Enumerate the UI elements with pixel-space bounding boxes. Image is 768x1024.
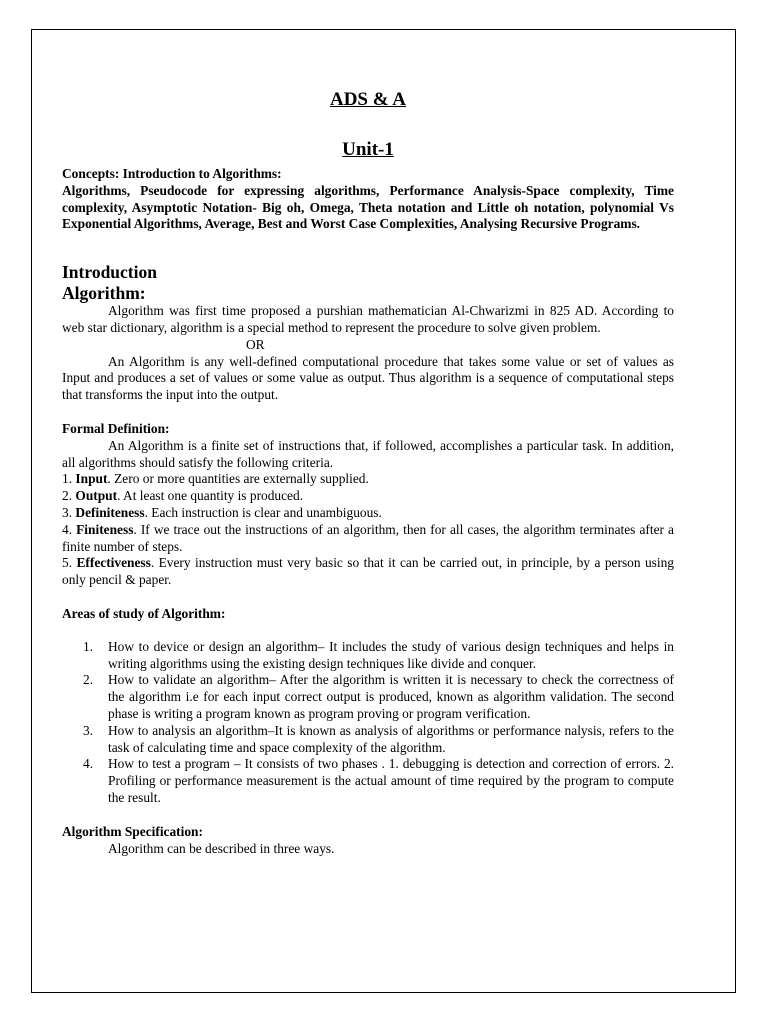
criteria-item: 2. Output. At least one quantity is produced. [62, 488, 304, 504]
specification-text: Algorithm can be described in three ways. [108, 840, 335, 856]
criteria-item: 4. Finiteness. If we trace out the instructions of an algorithm, then for all cases, the algorithm terminates after a finite number of steps. [62, 521, 674, 554]
specification-heading: Algorithm Specification: [62, 823, 203, 839]
areas-list [62, 639, 674, 807]
criteria-item: 3. Definiteness. Each instruction is clear and unambiguous. [62, 504, 382, 520]
algorithm-paragraph-2: An Algorithm is any well-defined computational procedure that takes some value or set of values as Input and produces a set of values or some value as output. Thus algorithm is a sequence of computational steps that transforms the input into the output. [62, 353, 674, 403]
document-title: ADS & A [329, 89, 406, 110]
areas-heading: Areas of study of Algorithm: [62, 605, 226, 621]
algorithm-heading: Algorithm: [62, 283, 146, 304]
concepts-heading: Concepts: Introduction to Algorithms: [62, 166, 282, 181]
criteria-list [62, 471, 674, 589]
document-content [62, 88, 674, 857]
list-item: 1. How to device or design an algorithm– It includes the study of various design techniques and helps in writing algorithms using the existing design techniques like divide and conquer. [83, 638, 674, 671]
list-item: 4. How to test a program – It consists of two phases . 1. debugging is detection and correction of errors. 2. Profiling or performance measurement is the actual amount of time required by the program to compute the result. [83, 756, 674, 805]
concepts-text: Algorithms, Pseudocode for expressing algorithms, Performance Analysis-Space complexity, Time complexity, Asymptotic Notation- Big oh, Omega, Theta notation and Little oh notation, polynomial Vs Exponential Algorithms, Average, Best and Worst Case Complexities, Analysing Recursive Programs. [62, 182, 674, 232]
unit-title: Unit-1 [342, 139, 394, 160]
algorithm-paragraph-1: Algorithm was first time proposed a purshian mathematician Al-Chwarizmi in 825 AD. According to web star dictionary, algorithm is a special method to represent the procedure to solve given problem. [62, 303, 674, 335]
formal-definition-text: An Algorithm is a finite set of instructions that, if followed, accomplishes a particular task. In addition, all algorithms should satisfy the following criteria. [62, 437, 674, 470]
list-item: 2. How to validate an algorithm– After the algorithm is written it is necessary to check the correctness of the algorithm i.e for each input correct output is produced, known as algorithm validation. The second phase is writing a program known as program proving or program verification. [83, 672, 674, 721]
formal-definition-heading: Formal Definition: [62, 420, 170, 436]
introduction-heading: Introduction [62, 262, 157, 283]
list-item: 3. How to analysis an algorithm–It is known as analysis of algorithms or performance nalysis, refers to the task of calculating time and space complexity of the algorithm. [83, 722, 674, 755]
criteria-item: 5. Effectiveness. Every instruction must very basic so that it can be carried out, in principle, by a person using only pencil & paper. [62, 555, 674, 588]
or-separator: OR [246, 336, 265, 352]
criteria-item: 1. Input. Zero or more quantities are externally supplied. [62, 471, 369, 487]
